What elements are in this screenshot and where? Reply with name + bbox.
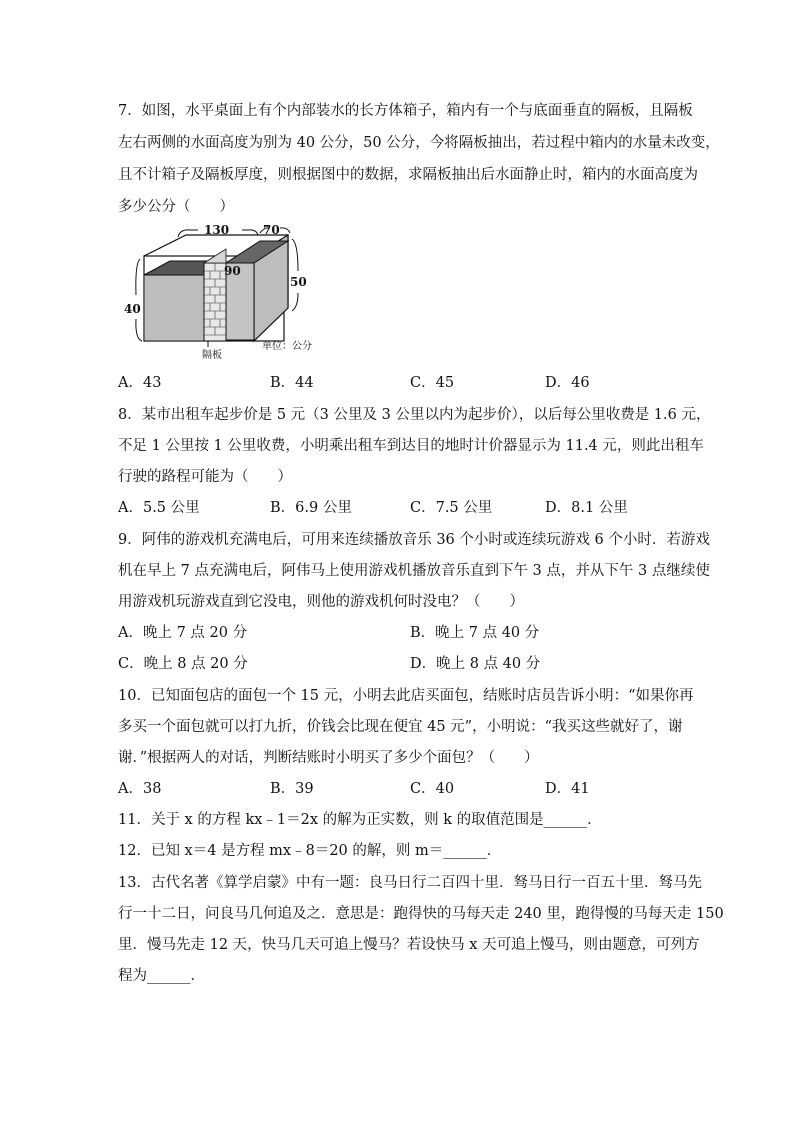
question-text-line: 里．慢马先走 12 天，快马几天可追上慢马？若设快马 x 天可追上慢马，则由题意，可列方 [118,937,700,953]
question-text-line: 9．阿伟的游戏机充满电后，可用来连续播放音乐 36 个小时或连续玩游戏 6 个小时．若游戏 [118,532,710,548]
question-text-line: 7．如图，水平桌面上有个内部装水的长方体箱子，箱内有一个与底面垂直的隔板，且隔板 [118,103,693,119]
option-a[interactable]: A．晚上 7 点 20 分 [118,625,248,641]
label-unit: 单位：公分 [262,341,312,352]
option-b[interactable]: B．晚上 7 点 40 分 [410,625,540,641]
question-text-line: 不足 1 公里按 1 公里收费，小明乘出租车到达目的地时计价器显示为 11.4 元，则此出租车 [118,438,704,454]
option-c[interactable]: C．45 [410,375,455,391]
option-d[interactable]: D．8.1 公里 [545,500,628,516]
option-b[interactable]: B．44 [270,375,314,391]
option-b[interactable]: B．6.9 公里 [270,500,352,516]
option-c[interactable]: C．晚上 8 点 20 分 [118,656,248,672]
option-a[interactable]: A．38 [118,781,162,797]
label-partition: 隔板 [202,350,222,361]
question-text-line: 行驶的路程可能为（ ） [118,469,292,485]
question-text-line: 谢．”根据两人的对话，判断结账时小明买了多少个面包？（ ） [118,750,539,766]
question-text-line: 左右两侧的水面高度为别为 40 公分，50 公分，今将隔板抽出，若过程中箱内的水量未改变， [118,135,720,151]
option-d[interactable]: D．41 [545,781,590,797]
question-text-line: 行一十二日，问良马几何追及之．意思是：跑得快的马每天走 240 里，跑得慢的马每天走 150 [118,906,724,922]
label-40: 40 [124,302,141,316]
question-text-line: 10．已知面包店的面包一个 15 元，小明去此店买面包，结账时店员告诉小明：“如果你再 [118,688,694,704]
label-130: 130 [204,223,230,237]
question-text-line: 用游戏机玩游戏直到它没电，则他的游戏机何时没电？（ ） [118,594,524,610]
label-90: 90 [224,264,241,278]
label-70: 70 [263,223,280,237]
option-a[interactable]: A．43 [118,375,162,391]
question-text-line: 多少公分（ ） [118,199,234,215]
option-c[interactable]: C．7.5 公里 [410,500,493,516]
question-text-line: 13．古代名著《算学启蒙》中有一题：良马日行二百四十里．驽马日行一百五十里．驽马先 [118,875,702,891]
option-a[interactable]: A．5.5 公里 [118,500,200,516]
option-d[interactable]: D．46 [545,375,590,391]
label-50: 50 [290,275,307,289]
question-11: 11．关于 x 的方程 kx﹣1＝2x 的解为正实数，则 k 的取值范围是______． [118,812,602,828]
question-text-line: 机在早上 7 点充满电后，阿伟马上使用游戏机播放音乐直到下午 3 点，并从下午 3 点继续使 [118,563,710,579]
question-text-line: 8．某市出租车起步价是 5 元（3 公里及 3 公里以内为起步价），以后每公里收费是 1.6 元， [118,407,711,423]
question-text-line: 程为______． [118,968,205,984]
option-d[interactable]: D．晚上 8 点 40 分 [410,656,541,672]
question-text-line: 且不计箱子及隔板厚度，则根据图中的数据，求隔板抽出后水面静止时，箱内的水面高度为 [118,167,698,183]
water-box-figure [124,223,330,363]
question-12: 12．已知 x＝4 是方程 mx﹣8＝20 的解，则 m＝______． [118,843,502,859]
question-text-line: 多买一个面包就可以打九折，价钱会比现在便宜 45 元”，小明说：“我买这些就好了，谢 [118,719,683,735]
option-b[interactable]: B．39 [270,781,314,797]
option-c[interactable]: C．40 [410,781,455,797]
